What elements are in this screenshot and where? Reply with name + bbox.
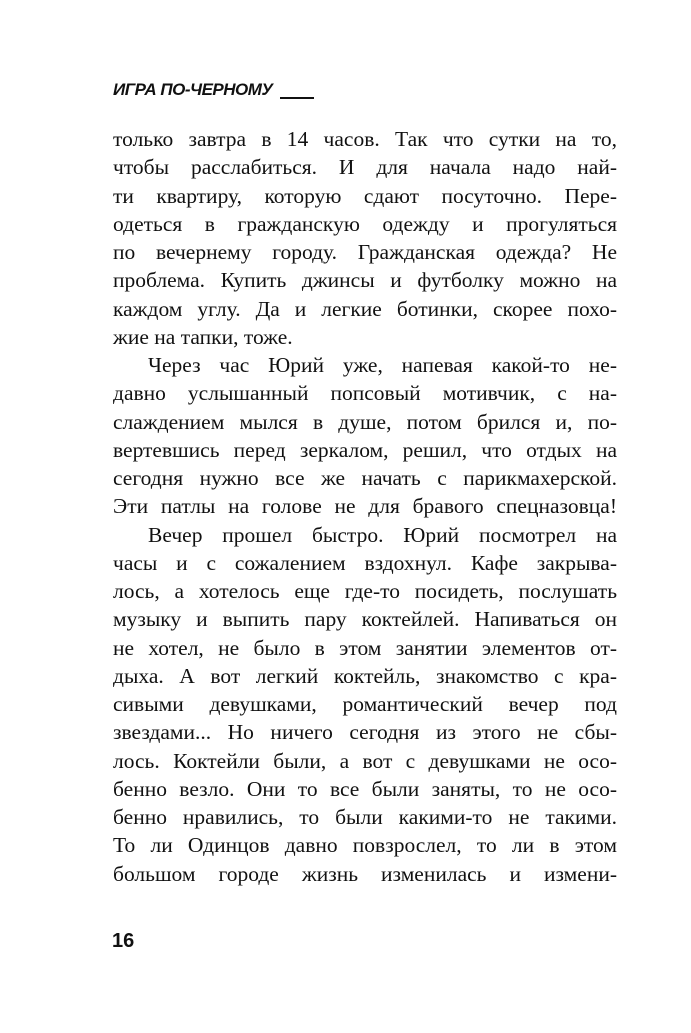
body-text xyxy=(113,125,617,888)
text-line: чтобы расслабиться. И для начала надо най- xyxy=(113,155,617,180)
text-line: часы и с сожалением вздохнул. Кафе закрыва- xyxy=(113,550,617,575)
text-line: проблема. Купить джинсы и футболку можно на xyxy=(113,268,617,293)
text-line: жие на тапки, тоже. xyxy=(113,324,293,349)
text-line: вертевшись перед зеркалом, решил, что отдых на xyxy=(113,437,617,462)
running-head: ИГРА ПО-ЧЕРНОМУ xyxy=(113,80,273,99)
text-line: ти квартиру, которую сдают посуточно. Пере- xyxy=(113,183,617,208)
text-line: по вечернему городу. Гражданская одежда? Не xyxy=(113,240,617,264)
text-line: Эти патлы на голове не для бравого спецназовца! xyxy=(113,494,617,519)
text-line: Через час Юрий уже, напевая какой-то не- xyxy=(148,353,617,377)
text-line: давно услышанный попсовый мотивчик, с на- xyxy=(113,381,617,406)
text-line: бенно везло. Они то все были заняты, то не осо- xyxy=(113,776,617,801)
text-line: лось, а хотелось еще где-то посидеть, послушать xyxy=(113,579,617,603)
running-head-rule xyxy=(280,97,314,99)
text-line: не хотел, не было в этом занятии элементов от- xyxy=(113,635,617,660)
text-line: звездами... Но ничего сегодня из этого не сбы- xyxy=(113,720,617,745)
page-number: 16 xyxy=(112,930,135,952)
text-line: Вечер прошел быстро. Юрий посмотрел на xyxy=(148,522,617,547)
text-line: лось. Коктейли были, а вот с девушками не осо- xyxy=(113,748,617,773)
text-line: сегодня нужно все же начать с парикмахерской. xyxy=(113,466,617,490)
text-line: слаждением мылся в душе, потом брился и, по- xyxy=(113,409,617,434)
text-line: сивыми девушками, романтический вечер под xyxy=(113,692,617,716)
text-line: одеться в гражданскую одежду и прогуляться xyxy=(113,211,617,236)
text-line: только завтра в 14 часов. Так что сутки на то, xyxy=(113,127,617,151)
text-line: каждом углу. Да и легкие ботинки, скорее похо- xyxy=(113,296,617,321)
text-line: бенно нравились, то были какими-то не такими. xyxy=(113,805,617,829)
text-line: большом городе жизнь изменилась и измени- xyxy=(113,861,617,886)
text-line: То ли Одинцов давно повзрослел, то ли в этом xyxy=(113,833,617,858)
text-line: музыку и выпить пару коктейлей. Напиваться он xyxy=(113,607,617,632)
text-line: дыха. А вот легкий коктейль, знакомство с кра- xyxy=(113,663,617,688)
